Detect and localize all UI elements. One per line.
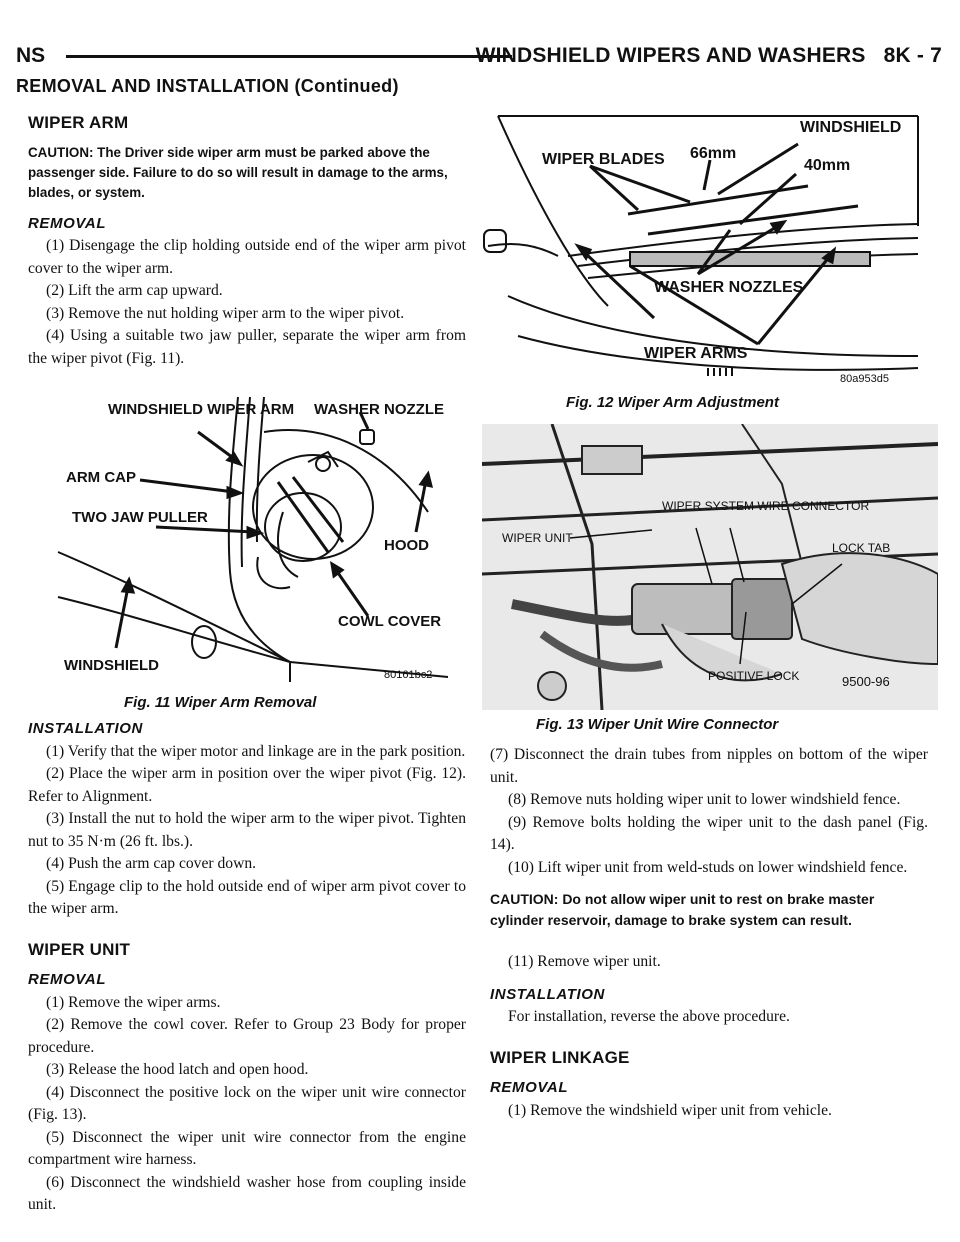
left-column — [28, 112, 466, 370]
step: (8) Remove nuts holding wiper unit to lower windshield fence. — [508, 791, 901, 808]
installation-text: For installation, reverse the above procedure. — [508, 1008, 790, 1025]
header-title: WINDSHIELD WIPERS AND WASHERS — [475, 44, 866, 67]
fig12-label-wiper-blades: WIPER BLADES — [542, 151, 665, 168]
fig13-label-positive-lock: POSITIVE LOCK — [708, 669, 800, 683]
page-number: 8K - 7 — [883, 44, 942, 67]
fig11-code: 80161bc2 — [384, 669, 433, 681]
fig12-label-wiper-arms: WIPER ARMS — [644, 345, 748, 362]
fig11-label-cowl-cover: COWL COVER — [338, 613, 442, 630]
fig11-label-two-jaw-puller: TWO JAW PULLER — [72, 509, 208, 526]
fig11-label-washer-nozzle: WASHER NOZZLE — [314, 401, 444, 418]
wiper-arm-caution: CAUTION: The Driver side wiper arm must be parked above the passenger side. Failure to do so will result in damage to the arms, blades, or system. — [28, 144, 448, 200]
fig12-drawing — [478, 106, 938, 382]
step: (1) Remove the windshield wiper unit from vehicle. — [508, 1101, 832, 1119]
step: (7) Disconnect the drain tubes from nipples on bottom of the wiper unit. — [490, 746, 928, 786]
wiper-linkage-title: WIPER LINKAGE — [490, 1047, 630, 1067]
step: (2) Place the wiper arm in position over the wiper pivot (Fig. 12). Refer to Alignment. — [28, 765, 466, 805]
step: (1) Remove the wiper arms. — [46, 993, 221, 1011]
left-column-lower — [28, 718, 466, 1217]
fig13-label-wire-connector: WIPER SYSTEM WIRE CONNECTOR — [662, 499, 870, 513]
header-rule — [66, 55, 512, 58]
fig12-label-66mm: 66mm — [690, 145, 737, 162]
fig11-label-wiper-arm: WINDSHIELD WIPER ARM — [108, 401, 295, 418]
step: (2) Lift the arm cap upward. — [46, 282, 223, 299]
figure-11 — [28, 392, 458, 684]
continued-subheading: REMOVAL AND INSTALLATION (Continued) — [16, 76, 399, 96]
section-code: NS — [16, 44, 46, 67]
wiper-unit-caution: CAUTION: Do not allow wiper unit to rest on brake master cylinder reservoir, damage to brake system can result. — [490, 891, 875, 928]
step: (9) Remove bolts holding the wiper unit to the dash panel (Fig. 14). — [490, 813, 928, 853]
wiper-unit-title: WIPER UNIT — [28, 939, 131, 959]
step: (6) Disconnect the windshield washer hose from coupling inside unit. — [28, 1173, 466, 1213]
fig11-label-windshield: WINDSHIELD — [64, 657, 159, 674]
fig13-label-wiper-unit: WIPER UNIT — [502, 531, 573, 545]
step: (11) Remove wiper unit. — [508, 953, 661, 970]
fig11-label-arm-cap: ARM CAP — [66, 469, 136, 486]
step: (5) Engage clip to the hold outside end of wiper arm pivot cover to the wiper arm. — [28, 877, 466, 917]
wiper-arm-installation-title: INSTALLATION — [28, 720, 143, 737]
step: (3) Release the hood latch and open hood. — [46, 1061, 309, 1078]
fig12-label-40mm: 40mm — [804, 157, 851, 174]
figure-13 — [482, 424, 938, 710]
fig13-code: 9500-96 — [842, 674, 890, 689]
fig13-drawing — [482, 424, 938, 710]
page-header — [16, 40, 942, 74]
header-title-block — [476, 44, 942, 68]
wiper-unit-installation-title: INSTALLATION — [490, 985, 605, 1003]
fig11-drawing — [28, 392, 458, 684]
fig12-code: 80a953d5 — [840, 373, 889, 382]
step: (4) Using a suitable two jaw puller, separate the wiper arm from the wiper pivot (Fig. 11). — [28, 327, 466, 367]
step: (3) Install the nut to hold the wiper arm to the wiper pivot. Tighten nut to 35 N·m (26 ft. lbs.). — [28, 810, 466, 850]
step: (4) Push the arm cap cover down. — [46, 855, 257, 872]
right-column — [490, 744, 928, 1122]
wiper-linkage-removal-title: REMOVAL — [490, 1079, 569, 1096]
fig11-caption: Fig. 11 Wiper Arm Removal — [124, 694, 317, 711]
fig12-caption: Fig. 12 Wiper Arm Adjustment — [566, 394, 779, 411]
fig12-label-washer-nozzles: WASHER NOZZLES — [654, 279, 804, 296]
step: (1) Disengage the clip holding outside end of the wiper arm pivot cover to the wiper arm. — [28, 237, 466, 277]
step: (5) Disconnect the wiper unit wire connector from the engine compartment wire harness. — [28, 1128, 466, 1168]
fig13-caption: Fig. 13 Wiper Unit Wire Connector — [536, 716, 779, 733]
fig12-label-windshield: WINDSHIELD — [800, 119, 902, 136]
figure-12 — [478, 106, 938, 382]
step: (2) Remove the cowl cover. Refer to Group 23 Body for proper procedure. — [28, 1016, 466, 1056]
wiper-arm-removal-title: REMOVAL — [28, 214, 107, 232]
fig13-label-lock-tab: LOCK TAB — [832, 541, 891, 555]
step: (10) Lift wiper unit from weld-studs on lower windshield fence. — [508, 858, 908, 876]
fig11-label-hood: HOOD — [384, 537, 429, 554]
step: (4) Disconnect the positive lock on the wiper unit wire connector (Fig. 13). — [28, 1083, 466, 1123]
wiper-arm-title: WIPER ARM — [28, 113, 129, 132]
step: (1) Verify that the wiper motor and linkage are in the park position. — [46, 742, 466, 760]
wiper-unit-removal-title: REMOVAL — [28, 971, 107, 988]
step: (3) Remove the nut holding wiper arm to the wiper pivot. — [46, 304, 405, 322]
